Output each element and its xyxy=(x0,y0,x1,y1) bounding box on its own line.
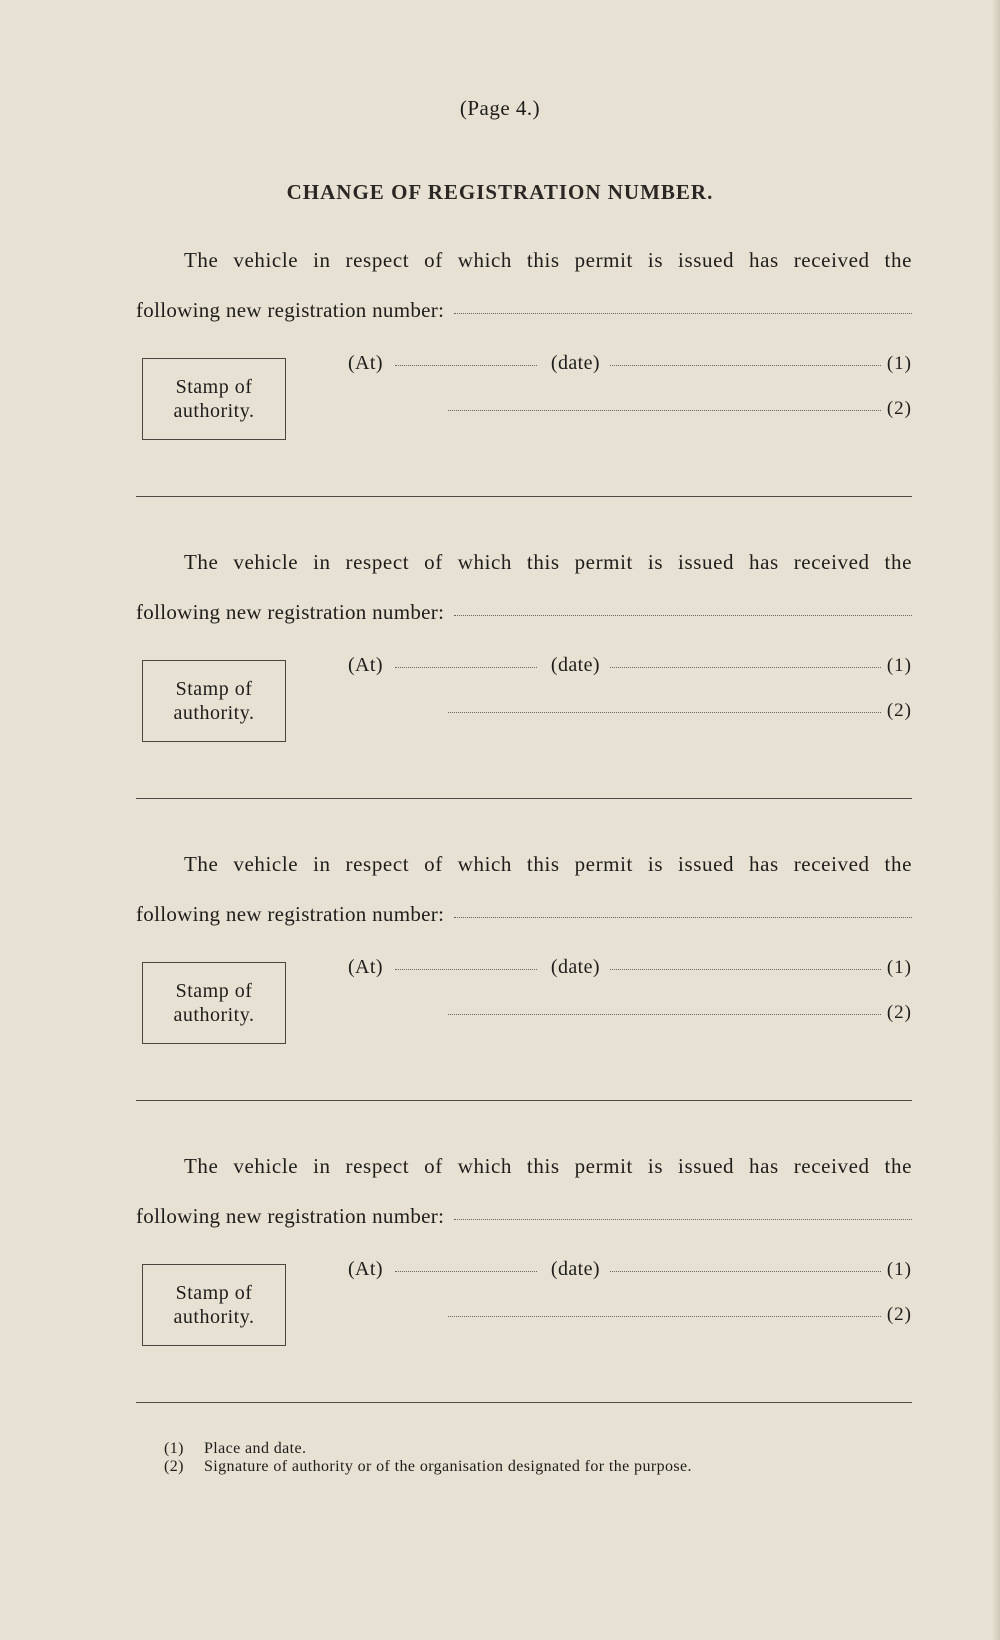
signature-field[interactable] xyxy=(448,1316,881,1317)
page-edge-shadow xyxy=(992,0,1000,1640)
place-field[interactable] xyxy=(395,667,537,668)
registration-change-entry-3 xyxy=(136,852,912,1112)
stamp-of-authority-box[interactable] xyxy=(142,1264,286,1346)
footnote-ref-2: (2) xyxy=(886,398,912,419)
intro-text-line-2 xyxy=(136,902,912,927)
footnotes xyxy=(164,1440,864,1476)
stamp-label-line-1: Stamp of xyxy=(175,980,253,1002)
stamp-label-line-2: authority. xyxy=(173,1306,255,1328)
footnote-ref-2: (2) xyxy=(886,1002,912,1023)
intro-text-line-2 xyxy=(136,298,912,323)
at-label: (At) xyxy=(348,654,383,676)
signature-row xyxy=(438,1002,912,1024)
at-label: (At) xyxy=(348,956,383,978)
footnote-item xyxy=(164,1440,864,1458)
place-date-row xyxy=(348,956,912,979)
footnote-item xyxy=(164,1458,864,1476)
date-label: (date) xyxy=(550,956,600,978)
place-date-row xyxy=(348,1258,912,1281)
new-registration-number-field[interactable] xyxy=(454,615,912,616)
stamp-of-authority-box[interactable] xyxy=(142,660,286,742)
section-divider xyxy=(136,1402,912,1403)
intro-text-line-1: The vehicle in respect of which this permit is issued has received the xyxy=(184,550,912,574)
footnote-ref-2: (2) xyxy=(886,700,912,721)
place-date-row xyxy=(348,352,912,375)
footnote-text: Signature of authority or of the organisation designated for the purpose. xyxy=(204,1458,692,1475)
footnote-number: (1) xyxy=(164,1440,184,1457)
intro-text-line-2 xyxy=(136,600,912,625)
signature-field[interactable] xyxy=(448,1014,881,1015)
stamp-label-line-1: Stamp of xyxy=(175,1282,253,1304)
signature-row xyxy=(438,1304,912,1326)
new-registration-label: following new registration number: xyxy=(136,298,445,322)
section-divider xyxy=(136,496,912,497)
section-divider xyxy=(136,798,912,799)
place-field[interactable] xyxy=(395,365,537,366)
date-field[interactable] xyxy=(610,1271,881,1272)
at-label: (At) xyxy=(348,1258,383,1280)
intro-text-line-1: The vehicle in respect of which this permit is issued has received the xyxy=(184,852,912,876)
date-field[interactable] xyxy=(610,365,881,366)
date-field[interactable] xyxy=(610,667,881,668)
place-date-row xyxy=(348,654,912,677)
date-label: (date) xyxy=(550,1258,600,1280)
section-divider xyxy=(136,1100,912,1101)
at-label: (At) xyxy=(348,352,383,374)
footnote-ref-1: (1) xyxy=(886,957,912,978)
new-registration-number-field[interactable] xyxy=(454,917,912,918)
place-field[interactable] xyxy=(395,1271,537,1272)
stamp-label-line-1: Stamp of xyxy=(175,678,253,700)
footnote-text: Place and date. xyxy=(204,1440,307,1457)
footnote-number: (2) xyxy=(164,1458,184,1475)
signature-field[interactable] xyxy=(448,712,881,713)
new-registration-number-field[interactable] xyxy=(454,313,912,314)
stamp-label-line-2: authority. xyxy=(173,400,255,422)
registration-change-entry-2 xyxy=(136,550,912,810)
stamp-label-line-2: authority. xyxy=(173,1004,255,1026)
registration-change-entry-1 xyxy=(136,248,912,508)
footnote-ref-2: (2) xyxy=(886,1304,912,1325)
place-field[interactable] xyxy=(395,969,537,970)
new-registration-label: following new registration number: xyxy=(136,902,445,926)
new-registration-number-field[interactable] xyxy=(454,1219,912,1220)
signature-field[interactable] xyxy=(448,410,881,411)
stamp-label-line-1: Stamp of xyxy=(175,376,253,398)
date-label: (date) xyxy=(550,654,600,676)
footnote-ref-1: (1) xyxy=(886,1259,912,1280)
page-title: CHANGE OF REGISTRATION NUMBER. xyxy=(286,180,714,204)
stamp-of-authority-box[interactable] xyxy=(142,962,286,1044)
registration-change-entry-4 xyxy=(136,1154,912,1414)
stamp-label-line-2: authority. xyxy=(173,702,255,724)
footnote-ref-1: (1) xyxy=(886,353,912,374)
intro-text-line-2 xyxy=(136,1204,912,1229)
intro-text-line-1: The vehicle in respect of which this permit is issued has received the xyxy=(184,1154,912,1178)
date-field[interactable] xyxy=(610,969,881,970)
intro-text-line-1: The vehicle in respect of which this permit is issued has received the xyxy=(184,248,912,272)
footnote-ref-1: (1) xyxy=(886,655,912,676)
new-registration-label: following new registration number: xyxy=(136,600,445,624)
page-number: (Page 4.) xyxy=(459,96,541,120)
new-registration-label: following new registration number: xyxy=(136,1204,445,1228)
signature-row xyxy=(438,700,912,722)
date-label: (date) xyxy=(550,352,600,374)
stamp-of-authority-box[interactable] xyxy=(142,358,286,440)
signature-row xyxy=(438,398,912,420)
